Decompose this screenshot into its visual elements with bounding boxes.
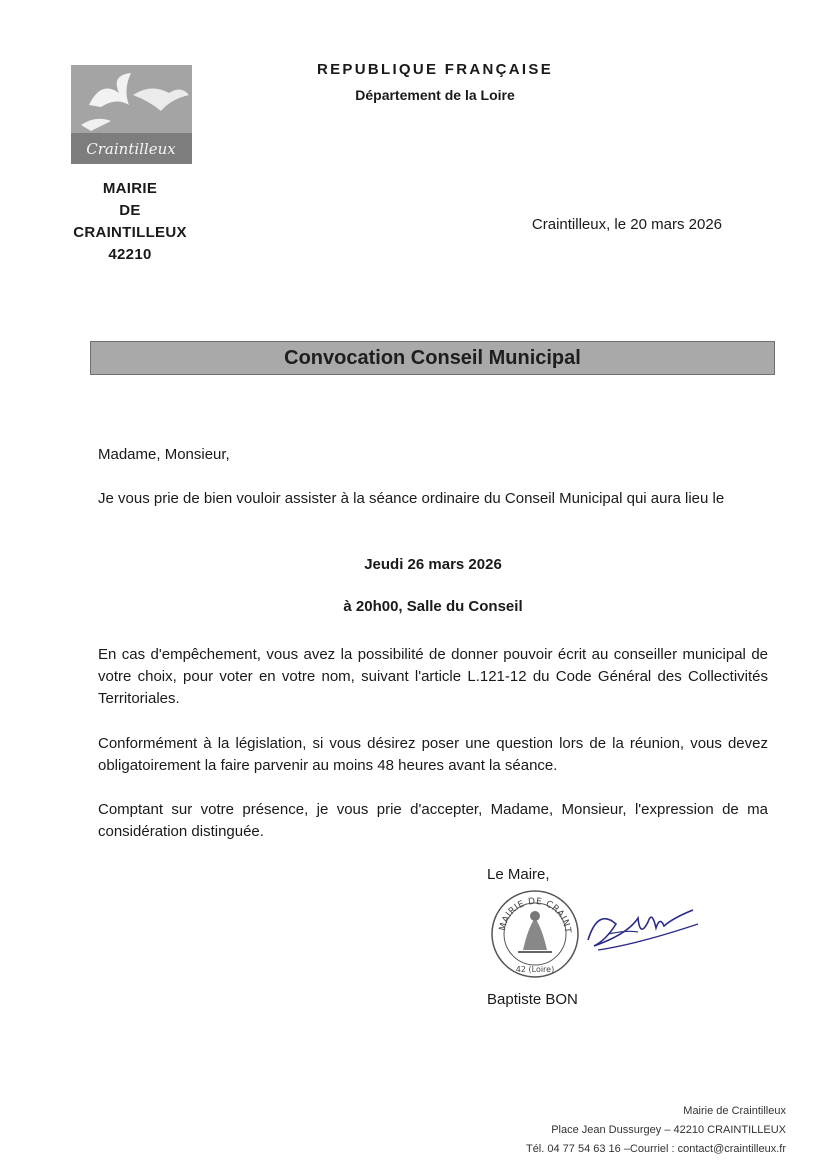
mairie-line-4: 42210 <box>108 246 152 263</box>
svg-text:MAIRIE DE CRAINTILLEUX: MAIRIE DE CRAINT <box>498 896 573 934</box>
footer-line-2: Place Jean Dussurgey – 42210 CRAINTILLEUX <box>551 1124 786 1136</box>
letter-date: Craintilleux, le 20 mars 2026 <box>531 216 722 233</box>
footer-line-3: Tél. 04 77 54 63 16 –Courriel : contact@craintilleux.fr <box>525 1143 786 1155</box>
mayor-stamp-signature <box>488 888 703 980</box>
signature-role: Le Maire, <box>487 866 550 883</box>
svg-text:42 (Loire): 42 (Loire) <box>515 965 555 974</box>
mayor-name: Baptiste BON <box>487 991 578 1008</box>
meeting-time-place: à 20h00, Salle du Conseil <box>343 598 523 615</box>
salutation: Madame, Monsieur, <box>98 446 230 463</box>
closing-paragraph: Comptant sur votre présence, je vous prie d'accepter, Madame, Monsieur, l'expression de ma considération distinguée. <box>98 801 768 840</box>
svg-text:Craintilleux: Craintilleux <box>86 140 176 158</box>
municipal-logo <box>71 65 192 164</box>
questions-paragraph: Conformément à la législation, si vous désirez poser une question lors de la réunion, vous devez obligatoirement la faire parvenir au moins 48 heures avant la séance. <box>98 735 768 774</box>
mairie-line-3: CRAINTILLEUX <box>73 224 187 241</box>
footer-line-1: Mairie de Craintilleux <box>683 1105 786 1117</box>
title-banner <box>90 341 775 375</box>
mairie-line-1: MAIRIE <box>102 180 158 197</box>
mairie-line-2: DE <box>119 202 141 219</box>
proxy-paragraph: En cas d'empêchement, vous avez la possibilité de donner pouvoir écrit au conseiller municipal de votre choix, pour voter en votre nom, suivant l'article L.121-12 du Code Général des Collectivités Territoriales. <box>98 646 768 707</box>
meeting-date: Jeudi 26 mars 2026 <box>364 556 502 573</box>
intro-paragraph: Je vous prie de bien vouloir assister à la séance ordinaire du Conseil Municipal qui aura lieu le <box>98 490 725 507</box>
department-heading: Département de la Loire <box>355 87 515 103</box>
republic-heading: REPUBLIQUE FRANÇAISE <box>316 61 553 78</box>
document-title: Convocation Conseil Municipal <box>284 346 581 369</box>
